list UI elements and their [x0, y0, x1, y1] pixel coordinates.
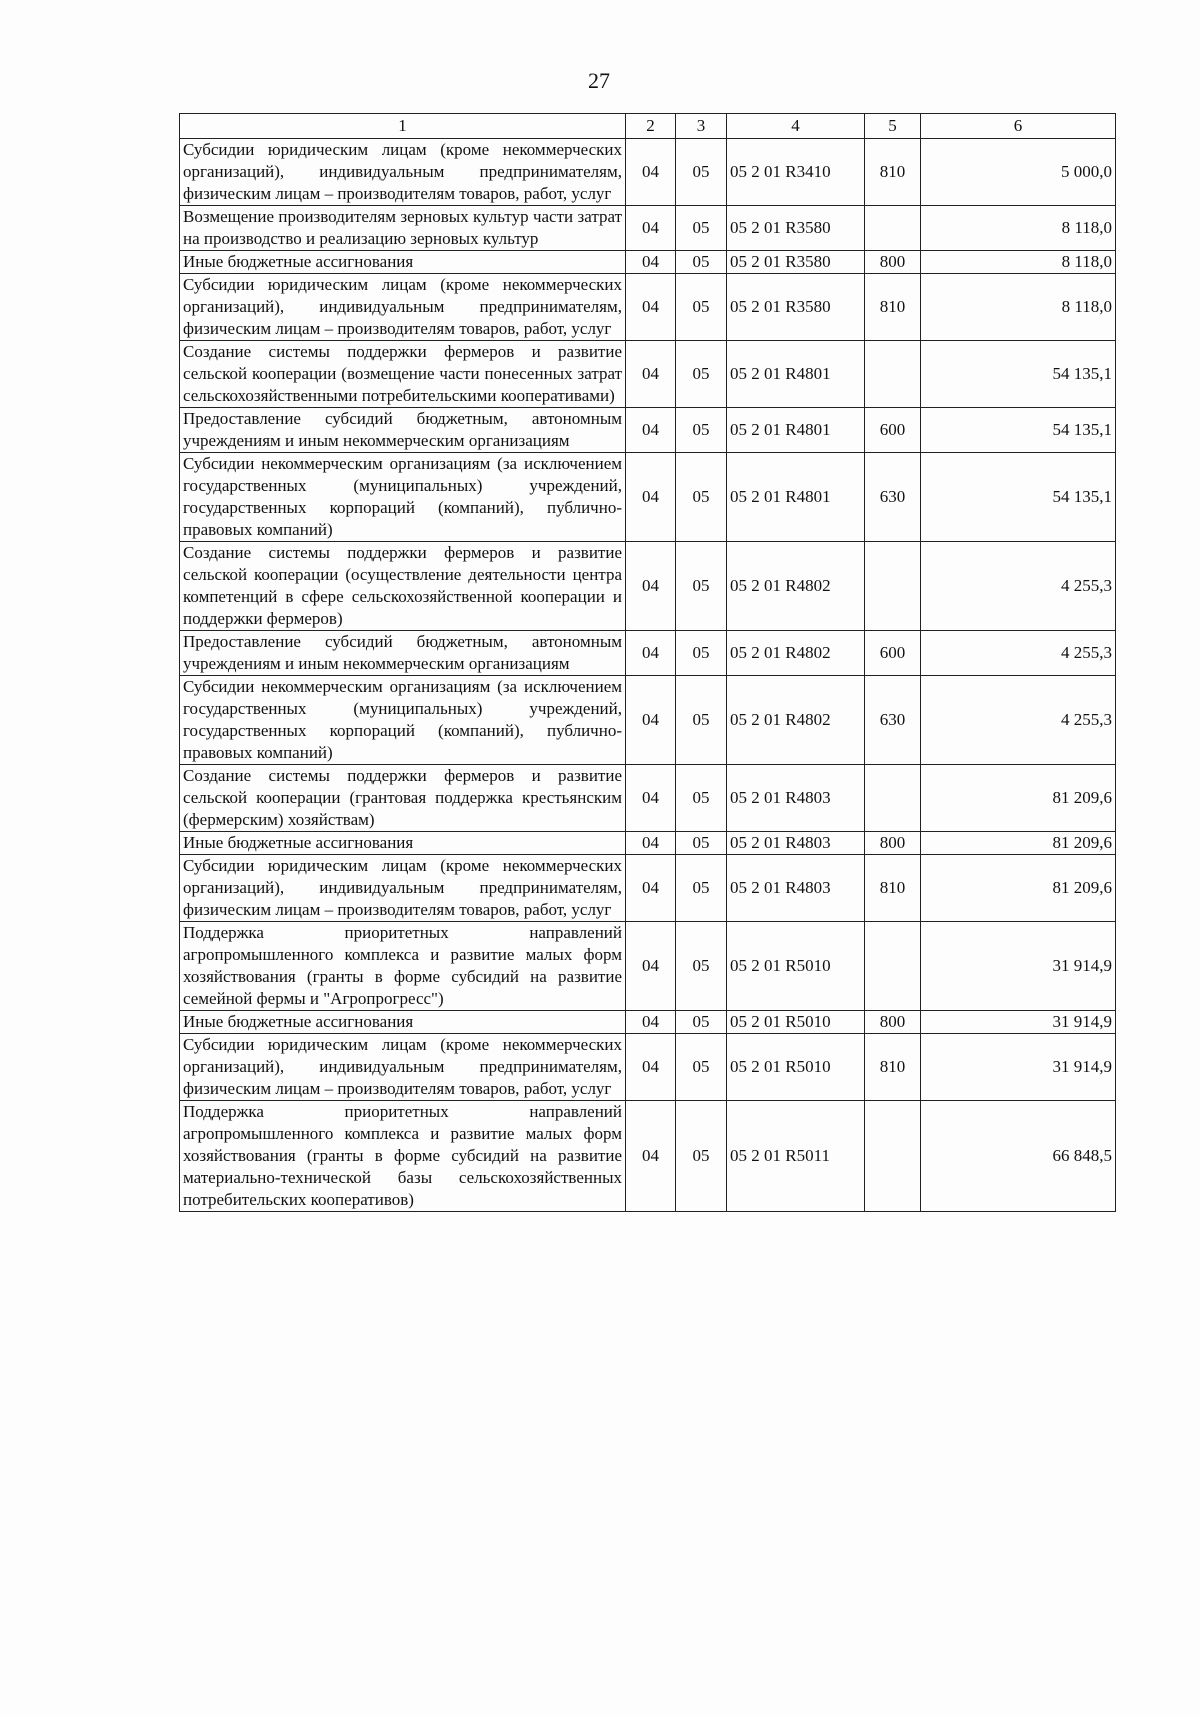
- row-section: 04: [626, 765, 676, 832]
- row-amount: 31 914,9: [921, 1011, 1116, 1034]
- table-row: [180, 408, 1116, 453]
- header-col-1: 1: [180, 114, 626, 139]
- budget-table-body: [180, 114, 1116, 1212]
- table-row: [180, 855, 1116, 922]
- row-subsection: 05: [676, 1011, 727, 1034]
- row-subsection: 05: [676, 274, 727, 341]
- row-description: Субсидии некоммерческим организациям (за исключением государственных (муниципальных) учреждений, государственных корпораций (компаний), публично-правовых компаний): [180, 453, 626, 542]
- row-amount: 66 848,5: [921, 1101, 1116, 1212]
- row-description: Возмещение производителям зерновых культур части затрат на производство и реализацию зерновых культур: [180, 206, 626, 251]
- table-header-row: [180, 114, 1116, 139]
- row-expense-type: 600: [865, 631, 921, 676]
- row-expense-type: 810: [865, 139, 921, 206]
- row-amount: 4 255,3: [921, 631, 1116, 676]
- row-amount: 81 209,6: [921, 765, 1116, 832]
- row-section: 04: [626, 922, 676, 1011]
- table-row: [180, 1101, 1116, 1212]
- row-expense-type: 800: [865, 832, 921, 855]
- table-row: [180, 542, 1116, 631]
- page-number: 27: [588, 68, 610, 93]
- row-expense-type: [865, 206, 921, 251]
- row-description: Создание системы поддержки фермеров и развитие сельской кооперации (возмещение части понесенных затрат сельскохозяйственными потребительскими кооперативами): [180, 341, 626, 408]
- header-col-5: 5: [865, 114, 921, 139]
- row-section: 04: [626, 453, 676, 542]
- row-amount: 81 209,6: [921, 832, 1116, 855]
- row-subsection: 05: [676, 765, 727, 832]
- row-target-code: 05 2 01 R5011: [727, 1101, 865, 1212]
- row-target-code: 05 2 01 R3580: [727, 251, 865, 274]
- table-row: [180, 832, 1116, 855]
- row-amount: 4 255,3: [921, 676, 1116, 765]
- table-row: [180, 274, 1116, 341]
- row-target-code: 05 2 01 R4802: [727, 676, 865, 765]
- table-row: [180, 631, 1116, 676]
- header-col-3: 3: [676, 114, 727, 139]
- row-expense-type: [865, 542, 921, 631]
- row-amount: 54 135,1: [921, 408, 1116, 453]
- row-target-code: 05 2 01 R3580: [727, 206, 865, 251]
- table-row: [180, 206, 1116, 251]
- row-description: Иные бюджетные ассигнования: [180, 251, 626, 274]
- row-target-code: 05 2 01 R3410: [727, 139, 865, 206]
- header-col-6: 6: [921, 114, 1116, 139]
- row-target-code: 05 2 01 R4801: [727, 341, 865, 408]
- row-subsection: 05: [676, 408, 727, 453]
- row-target-code: 05 2 01 R5010: [727, 922, 865, 1011]
- row-amount: 54 135,1: [921, 453, 1116, 542]
- row-amount: 31 914,9: [921, 1034, 1116, 1101]
- row-target-code: 05 2 01 R4802: [727, 542, 865, 631]
- row-description: Субсидии юридическим лицам (кроме некоммерческих организаций), индивидуальным предпринимателям, физическим лицам – производителям товаров, работ, услуг: [180, 139, 626, 206]
- row-description: Предоставление субсидий бюджетным, автономным учреждениям и иным некоммерческим организациям: [180, 631, 626, 676]
- row-amount: 5 000,0: [921, 139, 1116, 206]
- row-amount: 8 118,0: [921, 206, 1116, 251]
- row-description: Поддержка приоритетных направлений агропромышленного комплекса и развитие малых форм хозяйствования (гранты в форме субсидий на развитие семейной фермы и "Агропрогресс"): [180, 922, 626, 1011]
- table-row: [180, 922, 1116, 1011]
- row-section: 04: [626, 251, 676, 274]
- row-description: Иные бюджетные ассигнования: [180, 1011, 626, 1034]
- row-section: 04: [626, 408, 676, 453]
- row-target-code: 05 2 01 R4801: [727, 453, 865, 542]
- row-subsection: 05: [676, 542, 727, 631]
- row-expense-type: 810: [865, 855, 921, 922]
- row-description: Субсидии юридическим лицам (кроме некоммерческих организаций), индивидуальным предпринимателям, физическим лицам – производителям товаров, работ, услуг: [180, 855, 626, 922]
- row-amount: 31 914,9: [921, 922, 1116, 1011]
- row-expense-type: 800: [865, 1011, 921, 1034]
- row-target-code: 05 2 01 R5010: [727, 1034, 865, 1101]
- row-subsection: 05: [676, 855, 727, 922]
- row-section: 04: [626, 139, 676, 206]
- row-description: Субсидии некоммерческим организациям (за исключением государственных (муниципальных) учреждений, государственных корпораций (компаний), публично-правовых компаний): [180, 676, 626, 765]
- row-amount: 54 135,1: [921, 341, 1116, 408]
- row-expense-type: [865, 341, 921, 408]
- row-amount: 4 255,3: [921, 542, 1116, 631]
- header-col-2: 2: [626, 114, 676, 139]
- row-target-code: 05 2 01 R4802: [727, 631, 865, 676]
- row-section: 04: [626, 274, 676, 341]
- row-amount: 8 118,0: [921, 251, 1116, 274]
- row-expense-type: 800: [865, 251, 921, 274]
- row-target-code: 05 2 01 R4803: [727, 832, 865, 855]
- table-row: [180, 676, 1116, 765]
- table-row: [180, 1034, 1116, 1101]
- row-section: 04: [626, 1011, 676, 1034]
- row-subsection: 05: [676, 832, 727, 855]
- row-subsection: 05: [676, 139, 727, 206]
- row-subsection: 05: [676, 676, 727, 765]
- row-section: 04: [626, 542, 676, 631]
- table-row: [180, 341, 1116, 408]
- row-subsection: 05: [676, 206, 727, 251]
- row-description: Предоставление субсидий бюджетным, автономным учреждениям и иным некоммерческим организациям: [180, 408, 626, 453]
- row-section: 04: [626, 206, 676, 251]
- row-subsection: 05: [676, 341, 727, 408]
- row-description: Иные бюджетные ассигнования: [180, 832, 626, 855]
- row-description: Создание системы поддержки фермеров и развитие сельской кооперации (осуществление деятельности центра компетенций в сфере сельскохозяйственной кооперации и поддержки фермеров): [180, 542, 626, 631]
- table-row: [180, 251, 1116, 274]
- row-expense-type: [865, 922, 921, 1011]
- row-description: Создание системы поддержки фермеров и развитие сельской кооперации (грантовая поддержка крестьянским (фермерским) хозяйствам): [180, 765, 626, 832]
- row-subsection: 05: [676, 453, 727, 542]
- row-target-code: 05 2 01 R4803: [727, 765, 865, 832]
- row-amount: 8 118,0: [921, 274, 1116, 341]
- table-row: [180, 1011, 1116, 1034]
- row-subsection: 05: [676, 922, 727, 1011]
- row-section: 04: [626, 341, 676, 408]
- row-expense-type: 630: [865, 676, 921, 765]
- row-description: Субсидии юридическим лицам (кроме некоммерческих организаций), индивидуальным предпринимателям, физическим лицам – производителям товаров, работ, услуг: [180, 1034, 626, 1101]
- row-subsection: 05: [676, 251, 727, 274]
- row-subsection: 05: [676, 1034, 727, 1101]
- row-target-code: 05 2 01 R4803: [727, 855, 865, 922]
- row-subsection: 05: [676, 1101, 727, 1212]
- row-description: Субсидии юридическим лицам (кроме некоммерческих организаций), индивидуальным предпринимателям, физическим лицам – производителям товаров, работ, услуг: [180, 274, 626, 341]
- table-row: [180, 139, 1116, 206]
- row-expense-type: 600: [865, 408, 921, 453]
- budget-table: [179, 113, 1116, 1212]
- row-target-code: 05 2 01 R3580: [727, 274, 865, 341]
- row-section: 04: [626, 1101, 676, 1212]
- row-subsection: 05: [676, 631, 727, 676]
- header-col-4: 4: [727, 114, 865, 139]
- row-section: 04: [626, 631, 676, 676]
- row-expense-type: 810: [865, 1034, 921, 1101]
- table-row: [180, 765, 1116, 832]
- row-section: 04: [626, 832, 676, 855]
- row-target-code: 05 2 01 R4801: [727, 408, 865, 453]
- row-expense-type: 810: [865, 274, 921, 341]
- row-expense-type: [865, 765, 921, 832]
- row-section: 04: [626, 855, 676, 922]
- row-expense-type: [865, 1101, 921, 1212]
- row-section: 04: [626, 676, 676, 765]
- table-row: [180, 453, 1116, 542]
- row-expense-type: 630: [865, 453, 921, 542]
- row-amount: 81 209,6: [921, 855, 1116, 922]
- row-section: 04: [626, 1034, 676, 1101]
- row-description: Поддержка приоритетных направлений агропромышленного комплекса и развитие малых форм хозяйствования (гранты в форме субсидий на развитие материально-технической базы сельскохозяйственных потребительских кооперативов): [180, 1101, 626, 1212]
- row-target-code: 05 2 01 R5010: [727, 1011, 865, 1034]
